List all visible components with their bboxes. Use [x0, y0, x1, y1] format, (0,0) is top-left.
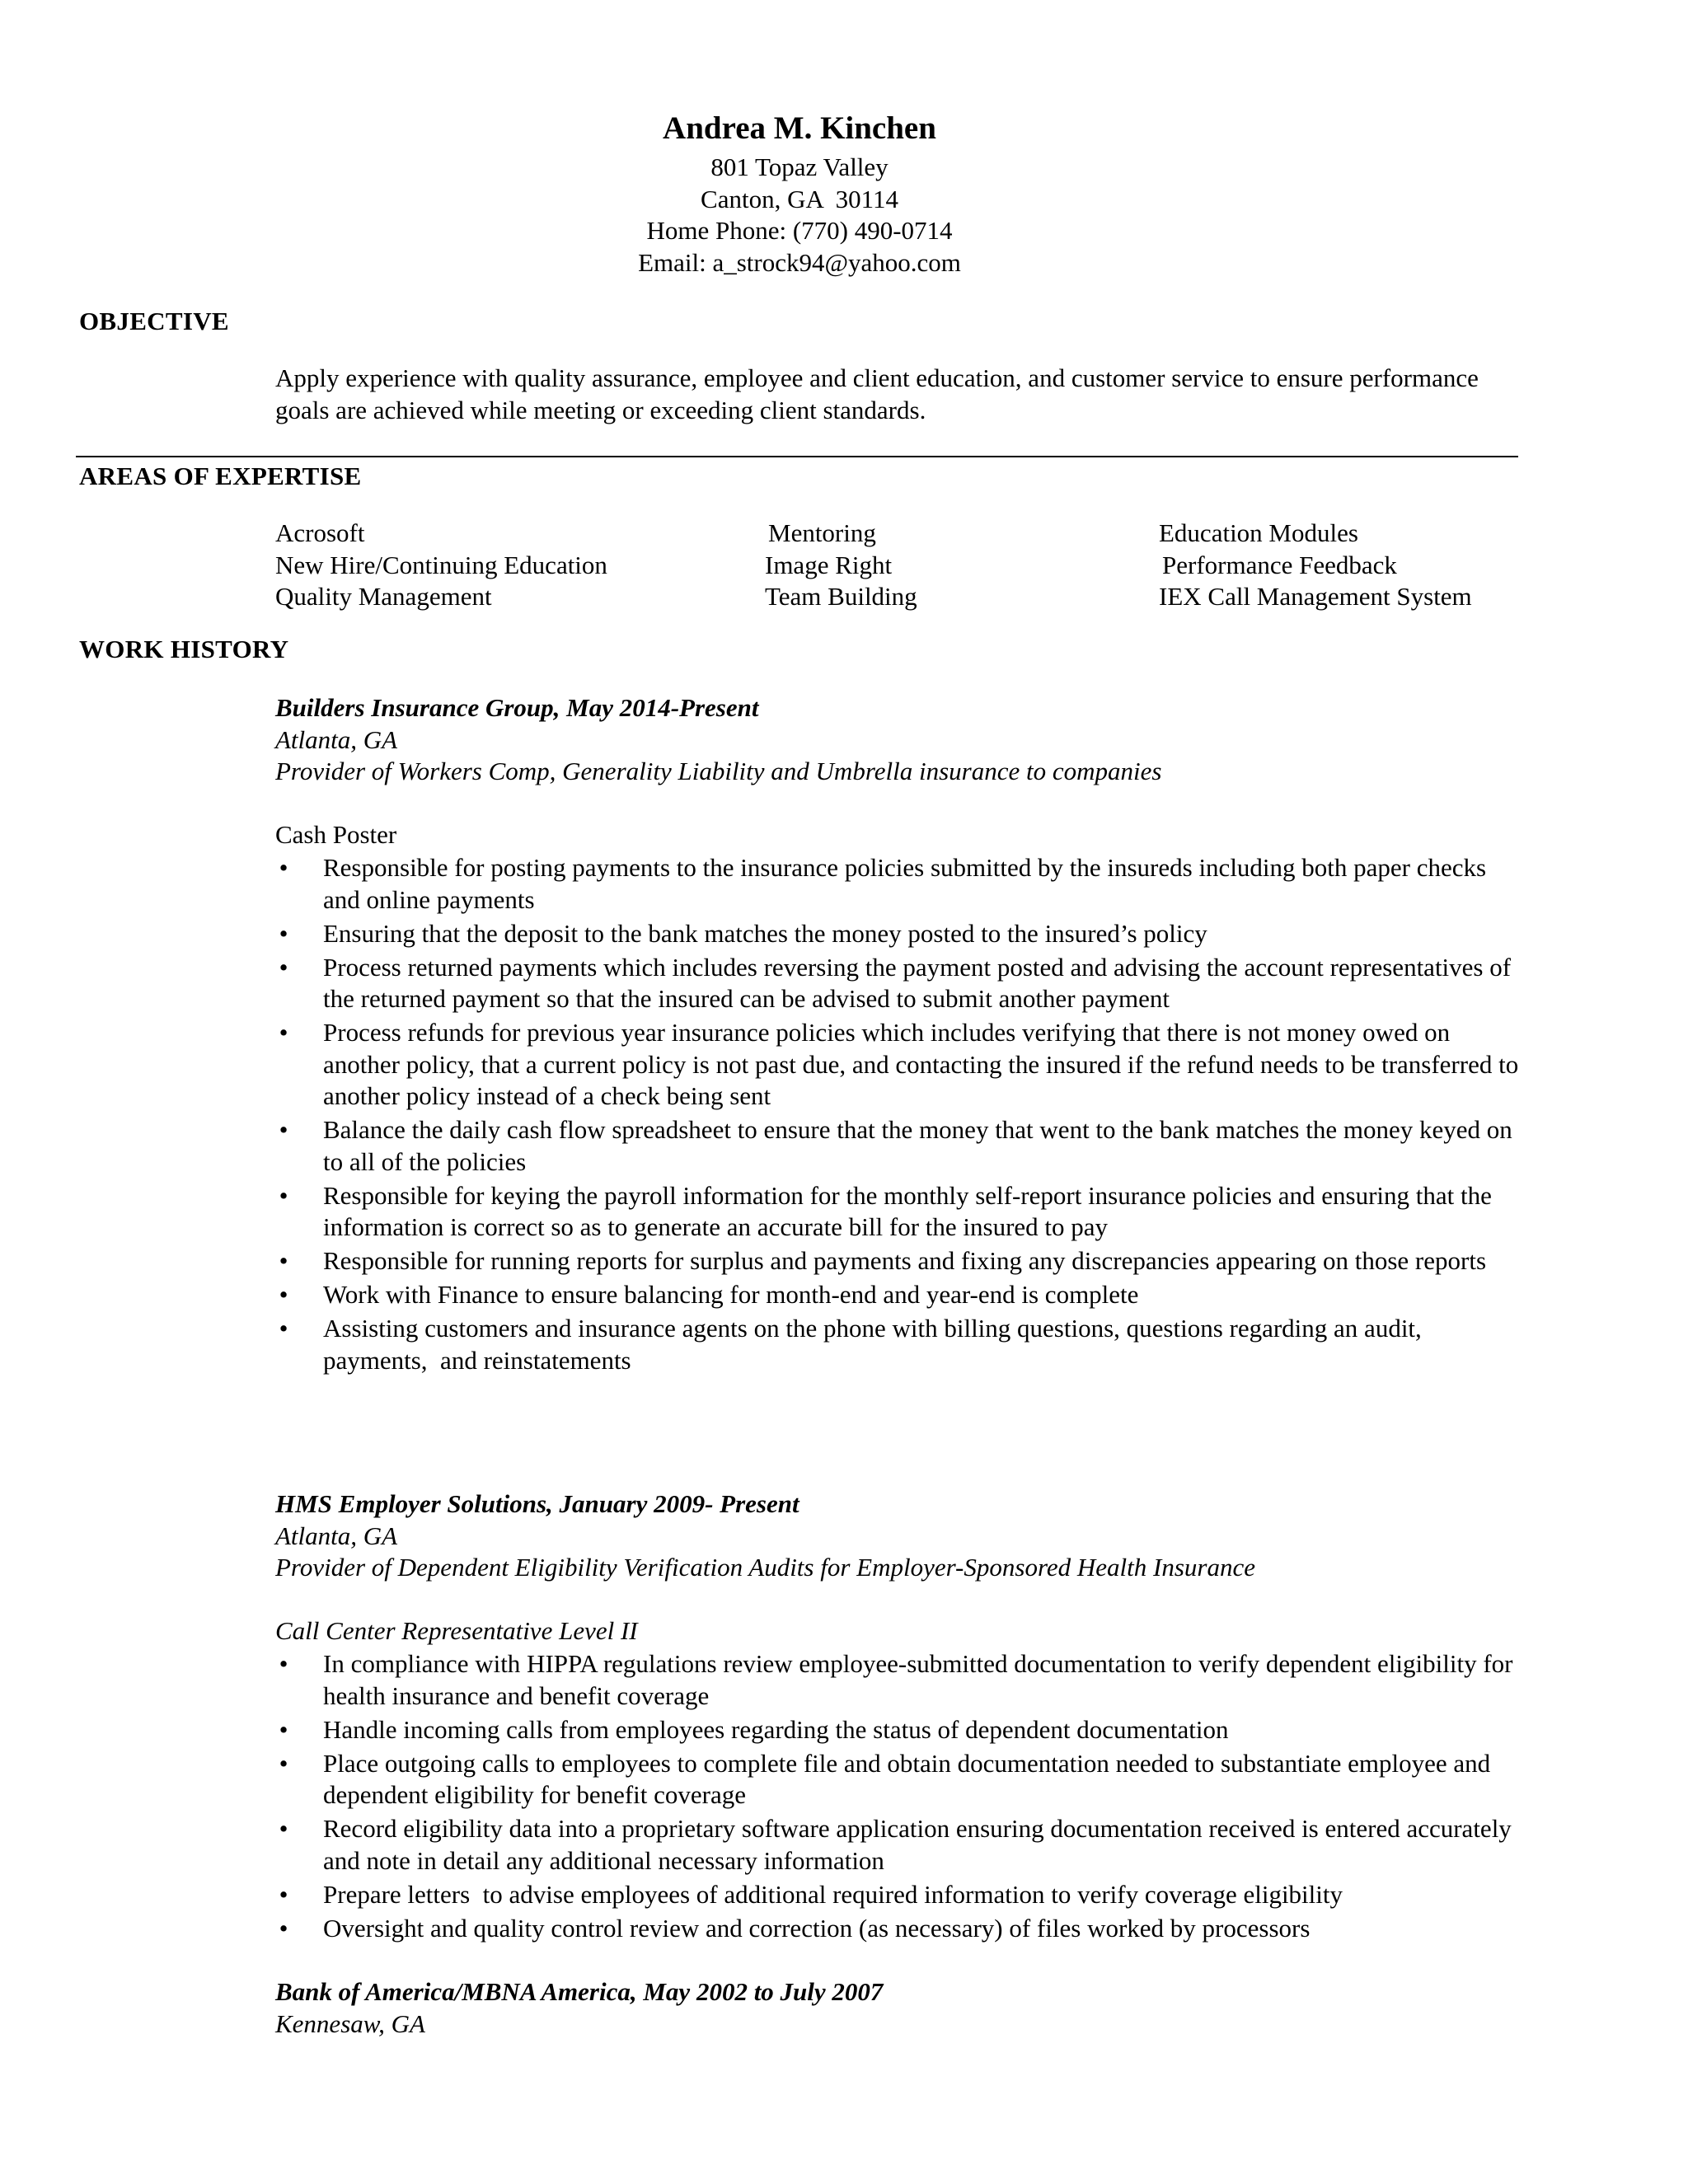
bullet-text: Assisting customers and insurance agents on the phone with billing questions, questions regarding an audit, payments, and reinstatements — [323, 1314, 1428, 1375]
expertise-item: Mentoring — [768, 518, 876, 547]
expertise-item: Performance Feedback — [1162, 550, 1397, 579]
expertise-row — [275, 550, 1561, 582]
job-company: HMS Employer Solutions, January 2009- Present — [275, 1489, 799, 1518]
bullet-dot-icon: • — [279, 1018, 288, 1047]
bullet-text: Balance the daily cash flow spreadsheet to ensure that the money that went to the bank matches the money keyed on to all of the policies — [323, 1115, 1512, 1176]
job-company: Builders Insurance Group, May 2014-Present — [275, 693, 759, 722]
resume-header — [0, 105, 1599, 279]
job-location: Atlanta, GA — [275, 1521, 398, 1550]
bullet-dot-icon: • — [279, 1180, 288, 1210]
bullet-dot-icon: • — [279, 853, 288, 882]
bullet-item — [275, 1813, 1528, 1877]
section-divider — [76, 456, 1518, 457]
expertise-item: Quality Management — [275, 582, 492, 611]
objective-heading: OBJECTIVE — [79, 307, 229, 335]
bullet-text: Ensuring that the deposit to the bank matches the money posted to the insured’s policy — [323, 918, 1207, 948]
bullet-item — [275, 1313, 1528, 1376]
expertise-row — [275, 518, 1561, 550]
bullet-dot-icon: • — [279, 1246, 288, 1275]
job-bullets — [275, 1648, 1528, 1944]
work-history-heading: WORK HISTORY — [79, 635, 289, 663]
bullet-text: Place outgoing calls to employees to complete file and obtain documentation needed to substantiate employee and dependent eligibility for benefit coverage — [323, 1748, 1491, 1809]
bullet-dot-icon: • — [279, 1280, 288, 1309]
bullet-text: Process returned payments which includes reversing the payment posted and advising the account representatives of the returned payment so that the insured can be advised to submit another payment — [323, 952, 1512, 1013]
expertise-item: Education Modules — [1159, 518, 1358, 547]
bullet-text: Responsible for running reports for surplus and payments and fixing any discrepancies appearing on those reports — [323, 1246, 1487, 1275]
bullet-text: Responsible for posting payments to the insurance policies submitted by the insureds including both paper checks and online payments — [323, 853, 1487, 914]
expertise-item: New Hire/Continuing Education — [275, 550, 607, 579]
job-description: Provider of Dependent Eligibility Verification Audits for Employer-Sponsored Health Insurance — [275, 1553, 1255, 1582]
job-bullets — [275, 852, 1528, 1376]
bullet-text: Record eligibility data into a proprietary software application ensuring documentation received is entered accurately and note in detail any additional necessary information — [323, 1814, 1512, 1875]
bullet-item — [275, 952, 1528, 1015]
expertise-item: Acrosoft — [275, 518, 365, 547]
bullet-item — [275, 1017, 1528, 1113]
bullet-dot-icon: • — [279, 1913, 288, 1943]
bullet-dot-icon: • — [279, 918, 288, 948]
bullet-dot-icon: • — [279, 1748, 288, 1778]
expertise-item: Team Building — [765, 582, 917, 611]
bullet-text: Prepare letters to advise employees of additional required information to verify coverage eligibility — [323, 1879, 1343, 1909]
bullet-dot-icon: • — [279, 952, 288, 982]
bullet-item — [275, 1245, 1528, 1277]
address-line-1: 801 Topaz Valley — [710, 152, 889, 181]
job-entry — [275, 1488, 1528, 1947]
candidate-name: Andrea M. Kinchen — [663, 110, 936, 146]
job-location: Atlanta, GA — [275, 724, 398, 754]
expertise-grid — [275, 518, 1561, 613]
bullet-item — [275, 1279, 1528, 1311]
bullet-dot-icon: • — [279, 1714, 288, 1744]
home-phone: Home Phone: (770) 490-0714 — [646, 216, 953, 245]
bullet-text: Work with Finance to ensure balancing for month-end and year-end is complete — [323, 1280, 1139, 1309]
bullet-text: Handle incoming calls from employees regarding the status of dependent documentation — [323, 1714, 1229, 1744]
bullet-dot-icon: • — [279, 1814, 288, 1843]
bullet-item — [275, 852, 1528, 916]
bullet-dot-icon: • — [279, 1314, 288, 1343]
bullet-text: Responsible for keying the payroll information for the monthly self-report insurance policies and ensuring that the information is correct so as to generate an accurate bill for the insured to pay — [323, 1180, 1492, 1241]
address-line-2: Canton, GA 30114 — [701, 184, 898, 213]
bullet-text: In compliance with HIPPA regulations review employee-submitted documentation to verify dependent eligibility for health insurance and benefit coverage — [323, 1649, 1513, 1710]
job-role: Call Center Representative Level II — [275, 1615, 638, 1645]
objective-text: Apply experience with quality assurance, employee and client education, and customer service to ensure performance goals are achieved while meeting or exceeding client standards. — [275, 363, 1479, 424]
job-role: Cash Poster — [275, 819, 397, 849]
bullet-item — [275, 1114, 1528, 1178]
bullet-item — [275, 1748, 1528, 1811]
job-company: Bank of America/MBNA America, May 2002 to July 2007 — [275, 1977, 884, 2006]
expertise-heading: AREAS OF EXPERTISE — [79, 462, 362, 490]
bullet-item — [275, 1879, 1528, 1911]
bullet-dot-icon: • — [279, 1115, 288, 1144]
email-address: Email: a_strock94@yahoo.com — [638, 247, 961, 277]
bullet-text: Oversight and quality control review and correction (as necessary) of files worked by processors — [323, 1913, 1311, 1943]
bullet-dot-icon: • — [279, 1879, 288, 1909]
expertise-item: Image Right — [765, 550, 893, 579]
bullet-item — [275, 1714, 1528, 1746]
bullet-item — [275, 1913, 1528, 1945]
job-entry — [275, 1976, 1528, 2040]
job-entry — [275, 692, 1528, 1379]
bullet-dot-icon: • — [279, 1649, 288, 1678]
job-description: Provider of Workers Comp, Generality Liability and Umbrella insurance to companies — [275, 757, 1162, 785]
bullet-text: Process refunds for previous year insurance policies which includes verifying that there is not money owed on another policy, that a current policy is not past due, and contacting the insured if the refund needs to be transferred to another policy instead of a check being sent — [323, 1018, 1519, 1110]
expertise-row — [275, 581, 1561, 613]
bullet-item — [275, 1648, 1528, 1712]
bullet-item — [275, 918, 1528, 950]
expertise-item: IEX Call Management System — [1159, 582, 1472, 611]
bullet-item — [275, 1180, 1528, 1244]
job-location: Kennesaw, GA — [275, 2008, 425, 2038]
